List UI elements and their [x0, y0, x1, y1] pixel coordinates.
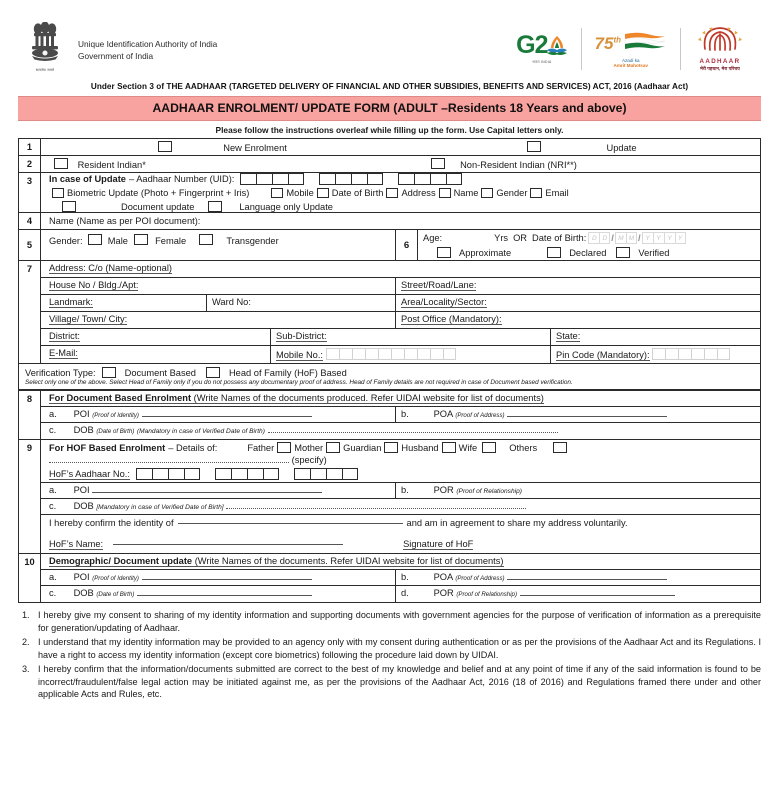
label-verification-type: Verification Type:	[25, 367, 96, 378]
address-co-field[interactable]	[41, 261, 760, 278]
documents-sections-table	[18, 390, 761, 603]
label-email-field: E-Mail:	[49, 348, 78, 358]
field-s8-poa[interactable]	[396, 407, 760, 422]
label-s10-dob: DOB	[73, 588, 94, 598]
checkbox-resident-indian[interactable]	[54, 158, 68, 169]
label-mobile: Mobile	[286, 188, 314, 198]
checkbox-rel-guardian[interactable]	[384, 442, 398, 453]
aadhaar-logo	[681, 26, 759, 72]
section-9-poi-por	[41, 483, 760, 499]
declaration-text: I hereby give my consent to sharing of my identity information and supporting documents with government agencies for the purpose of verification of information as a prerequisite for generation/updating of Aadhaar.	[38, 610, 761, 633]
label-doc-based-enrolment: For Document Based Enrolment	[49, 393, 192, 403]
form-instruction-line: Please follow the instructions overleaf while filling up the form. Use Capital letters only.	[215, 125, 564, 135]
field-area-locality[interactable]	[396, 295, 760, 311]
label-s9-por: POR	[433, 485, 454, 495]
checkbox-email[interactable]	[530, 188, 542, 198]
label-name-as-per-poi: Name (Name as per POI document):	[49, 216, 201, 226]
checkbox-nri[interactable]	[431, 158, 445, 169]
row-number-8: 8	[19, 391, 41, 440]
field-s9-dob[interactable]	[41, 499, 760, 515]
label-gender-field: Gender:	[49, 236, 83, 246]
header-logos	[503, 22, 761, 72]
field-mobile-no[interactable]	[271, 346, 551, 363]
label-hof-details-of: – Details of:	[168, 442, 218, 453]
section-8-title	[41, 391, 760, 407]
field-s9-poi[interactable]	[41, 483, 396, 498]
form-title-banner: AADHAAR ENROLMENT/ UPDATE FORM (ADULT –Residents 18 Years and above)	[18, 96, 761, 121]
field-post-office[interactable]	[396, 312, 760, 328]
label-male: Male	[107, 236, 128, 246]
checkbox-biometric-update[interactable]	[52, 188, 64, 198]
gender-block	[41, 230, 396, 260]
checkbox-document-based[interactable]	[102, 367, 116, 378]
section-10-poi-poa	[41, 570, 760, 586]
field-ward-no[interactable]	[207, 295, 396, 311]
field-s8-dob[interactable]	[41, 423, 760, 439]
label-state: State:	[556, 331, 581, 341]
label-rel-others: Others	[509, 442, 538, 453]
section-9-content	[41, 440, 761, 554]
declaration-item	[18, 636, 761, 662]
label-or: OR	[513, 233, 528, 243]
table-row-5-6	[19, 230, 761, 261]
emblem-motto: सत्यमेव जयते	[35, 68, 55, 72]
label-district: District:	[49, 331, 80, 341]
verification-type-block	[18, 364, 761, 390]
table-row-7	[19, 261, 761, 364]
tricolour-flag-icon	[623, 30, 667, 57]
aadhaar-fingerprint-icon	[694, 26, 746, 57]
g20-logo	[503, 33, 580, 65]
org-line-2: Government of India	[78, 51, 154, 62]
section-8-poi-poa	[41, 407, 760, 423]
note-s10-por: (Proof of Relationship)	[456, 591, 517, 598]
label-declared: Declared	[569, 247, 607, 258]
checkbox-hof-based[interactable]	[206, 367, 220, 378]
note-s9-por: (Proof of Relationship)	[456, 488, 522, 495]
label-yrs: Yrs	[494, 233, 509, 243]
label-demographic-update-note: (Write Names of the documents. Refer UIDAI website for list of documents)	[194, 556, 504, 566]
checkbox-transgender[interactable]	[199, 234, 213, 245]
checkbox-language-only-update[interactable]	[208, 201, 222, 212]
hof-signature-line	[41, 531, 760, 553]
section-8-row	[19, 391, 761, 440]
checkbox-female[interactable]	[134, 234, 148, 245]
row-number-3: 3	[19, 173, 41, 213]
key-s9-b: b.	[401, 485, 409, 495]
label-ward-no: Ward No:	[212, 297, 251, 307]
label-confirm-identity-pre: I hereby confirm the identity of	[49, 518, 174, 528]
label-hof-name: HoF’s Name:	[49, 539, 104, 549]
label-post-office: Post Office (Mandatory):	[401, 314, 502, 324]
aadhaar-tagline: मेरी पहचान, मेरा परिचय	[700, 66, 740, 71]
label-rel-mother: Mother	[294, 442, 324, 453]
field-pin-code[interactable]	[551, 346, 760, 363]
dob-input-group[interactable]: D D / M M / Y Y Y Y	[588, 232, 685, 244]
key-s8-c: c.	[49, 425, 57, 435]
checkbox-male[interactable]	[88, 234, 102, 245]
field-s9-por[interactable]	[396, 483, 760, 498]
section-10-row	[19, 554, 761, 603]
note-s8-dob: (Date of Birth)	[96, 428, 135, 435]
label-sub-district: Sub-District:	[276, 331, 327, 341]
uid-entry-line	[49, 173, 760, 185]
table-row-3	[19, 173, 761, 213]
checkbox-verified[interactable]	[616, 247, 630, 258]
gender-age-content	[41, 230, 761, 261]
label-nri: Non-Resident Indian (NRI**)	[460, 160, 577, 170]
label-s9-poi: POI	[73, 485, 90, 495]
hof-aadhaar-line	[41, 467, 760, 483]
checkbox-rel-others[interactable]	[553, 442, 567, 453]
label-email: Email	[545, 188, 569, 198]
field-s8-poi[interactable]	[41, 407, 396, 422]
label-update: Update	[606, 143, 637, 153]
label-verified: Verified	[638, 247, 670, 258]
row-number-1: 1	[19, 139, 41, 156]
label-rel-husband: Husband	[401, 442, 439, 453]
section-9-specify-line	[41, 455, 760, 467]
label-pin-code: Pin Code (Mandatory):	[556, 350, 650, 360]
label-confirm-identity-post: and am in agreement to share my address voluntarily.	[406, 518, 628, 528]
address-line-house-street	[41, 278, 760, 295]
field-sub-district[interactable]	[271, 329, 551, 345]
label-address: Address	[401, 188, 436, 198]
declaration-item	[18, 663, 761, 702]
label-resident-indian: Resident Indian*	[77, 160, 146, 170]
specify-input-line[interactable]	[49, 462, 289, 463]
label-new-enrolment: New Enrolment	[223, 143, 287, 153]
field-s10-poi[interactable]	[41, 570, 396, 585]
field-street[interactable]	[396, 278, 760, 294]
label-rel-guardian: Guardian	[343, 442, 382, 453]
note-s10-poi: (Proof of Identity)	[92, 575, 139, 582]
label-date-of-birth-field: Date of Birth:	[532, 233, 587, 243]
field-landmark[interactable]	[41, 295, 207, 311]
document-language-update-line	[49, 201, 760, 212]
label-s10-poi: POI	[73, 572, 90, 582]
hof-name-input[interactable]	[113, 544, 343, 545]
address-line-landmark-ward-area	[41, 295, 760, 312]
checkbox-new-enrolment[interactable]	[158, 141, 172, 152]
note-s8-poa: (Proof of Address)	[455, 412, 505, 419]
label-language-only-update: Language only Update	[239, 201, 333, 212]
organisation-names	[78, 22, 217, 62]
checkbox-name[interactable]	[439, 188, 451, 198]
label-age: Age:	[423, 233, 443, 243]
declaration-text: I hereby confirm that the information/documents submitted are correct to the best of my knowledge and belief and at any point of time if any of the said information is found to be incorrect/fraudulent/false legal action may be initiated against me, as per the provisions of the Aadhaar Act, 2016 (18 of 2016) and Regulations framed there under and other applicable Acts and Rules, etc.	[38, 663, 761, 700]
section-9-title-line	[41, 440, 760, 455]
confirm-identity-input[interactable]	[178, 523, 403, 524]
key-s10-b: b.	[401, 572, 409, 582]
declaration-number: 1.	[22, 610, 30, 620]
key-s10-a: a.	[49, 572, 57, 582]
address-block	[41, 261, 761, 364]
label-rel-father: Father	[247, 442, 275, 453]
declarations-list	[18, 609, 761, 701]
key-s10-c: c.	[49, 588, 57, 598]
field-email[interactable]	[41, 346, 271, 363]
enrolment-form-table	[18, 138, 761, 364]
field-house-no[interactable]	[41, 278, 396, 294]
label-s9-dob: DOB	[73, 501, 94, 511]
g20-lotus-icon	[546, 34, 568, 58]
table-row-1	[19, 139, 761, 156]
declaration-number: 3.	[22, 663, 30, 674]
note-s10-dob: (Date of Birth)	[96, 591, 135, 598]
state-emblem-icon	[22, 22, 68, 72]
g20-subtitle: भारत INDIA	[532, 60, 552, 64]
azadi-ka-amrit-mahotsav-logo	[582, 30, 680, 68]
section-9-row	[19, 440, 761, 554]
table-row-4	[19, 213, 761, 230]
label-name: Name	[453, 188, 479, 198]
label-demographic-update: Demographic/ Document update	[49, 556, 193, 566]
checkbox-approximate[interactable]	[437, 247, 451, 258]
section-10-title	[41, 554, 760, 570]
field-s10-poa[interactable]	[396, 570, 760, 585]
azadi-subtitle: Azadi ka Amrit Mahotsav	[613, 58, 648, 68]
hof-uid-group-3[interactable]	[294, 468, 358, 480]
verification-note: Select only one of the above. Select Head of Family only if you do not possess any documentary proof of address. Head of Family details are not required in case of Document based verification.	[25, 379, 573, 386]
checkbox-rel-husband[interactable]	[442, 442, 456, 453]
label-in-case-of-update: In case of Update	[49, 174, 126, 184]
label-signature-of-hof: Signature of HoF	[403, 539, 474, 549]
label-doc-based-enrolment-note: (Write Names of the documents produced. Refer UIDAI website for list of documents)	[193, 393, 544, 403]
label-document-update: Document update	[121, 201, 195, 212]
field-district[interactable]	[41, 329, 271, 345]
mobile-input-boxes[interactable]	[326, 348, 456, 360]
key-s8-b: b.	[401, 409, 409, 419]
row-number-7: 7	[19, 261, 41, 364]
checkbox-update[interactable]	[527, 141, 541, 152]
age-type-line	[423, 247, 755, 258]
address-line-district-subdistrict-state	[41, 329, 760, 346]
label-approximate: Approximate	[459, 247, 512, 258]
act-reference-line: Under Section 3 of THE AADHAAR (TARGETED DELIVERY OF FINANCIAL AND OTHER SUBSIDIES, BENEFITS AND SERVICES) ACT, 2016 (Aadhaar Act)	[90, 82, 689, 91]
label-female: Female	[155, 236, 187, 246]
name-field-row[interactable]	[41, 213, 761, 230]
verification-type-line	[25, 367, 754, 378]
row-number-6: 6	[396, 230, 418, 260]
note-s8-poi: (Proof of Identity)	[92, 412, 139, 419]
checkbox-date-of-birth[interactable]	[317, 188, 329, 198]
row-number-9: 9	[19, 440, 41, 554]
label-hof-based-enrolment: For HOF Based Enrolment	[49, 442, 166, 453]
label-document-based: Document Based	[124, 367, 196, 378]
section-10-content	[41, 554, 761, 603]
checkbox-rel-father[interactable]	[277, 442, 291, 453]
checkbox-rel-wife[interactable]	[482, 442, 496, 453]
note2-s8-dob: (Mandatory in case of Verified Date of Birth)	[136, 428, 265, 435]
section-10-dob-por	[41, 586, 760, 602]
org-line-1: Unique Identification Authority of India	[78, 39, 218, 49]
note-s9-dob: [Mandatory in case of Verified Date of Birth]	[96, 504, 224, 511]
key-s10-d: d.	[401, 588, 409, 598]
label-area-locality: Area/Locality/Sector:	[401, 297, 487, 307]
row-number-5: 5	[19, 230, 41, 261]
checkbox-document-update[interactable]	[62, 201, 76, 212]
label-gender: Gender	[496, 188, 528, 198]
label-s8-poa: POA	[433, 409, 453, 419]
label-house-no: House No / Bldg./Apt:	[49, 280, 139, 290]
pincode-input-boxes[interactable]	[652, 348, 730, 360]
label-transgender: Transgender	[226, 236, 279, 246]
declaration-number: 2.	[22, 636, 30, 647]
aadhaar-wordmark: AADHAAR	[699, 58, 741, 65]
label-biometric-update: Biometric Update (Photo + Fingerprint + Iris)	[67, 188, 250, 198]
hof-confirmation-line	[41, 515, 760, 531]
uid-input-group-2[interactable]	[319, 173, 383, 185]
label-s10-poa: POA	[433, 572, 453, 582]
declaration-item	[18, 609, 761, 635]
checkbox-gender[interactable]	[481, 188, 493, 198]
row-number-4: 4	[19, 213, 41, 230]
row-number-2: 2	[19, 156, 41, 173]
label-s8-dob: DOB	[73, 425, 94, 435]
checkbox-declared[interactable]	[547, 247, 561, 258]
label-s8-poi: POI	[73, 409, 90, 419]
page-header	[18, 0, 761, 80]
checkbox-mobile[interactable]	[271, 188, 283, 198]
label-aadhaar-number: – Aadhaar Number (UID):	[128, 174, 235, 184]
hof-uid-group-1[interactable]	[136, 468, 200, 480]
address-line-email-mobile-pin	[41, 346, 760, 363]
label-village-town-city: Village/ Town/ City:	[49, 314, 128, 324]
label-landmark: Landmark:	[49, 297, 93, 307]
field-village-town-city[interactable]	[41, 312, 396, 328]
row1-content	[41, 139, 761, 156]
row3-content	[41, 173, 761, 213]
label-hof-based: Head of Family (HoF) Based	[228, 367, 347, 378]
label-address-co: Address: C/o (Name-optional)	[49, 263, 172, 273]
section-8-content	[41, 391, 761, 440]
hof-uid-group-2[interactable]	[215, 468, 279, 480]
table-row-2	[19, 156, 761, 173]
azadi-number: 75th	[594, 34, 621, 53]
label-s10-por: POR	[433, 588, 454, 598]
key-s9-a: a.	[49, 485, 57, 495]
age-dob-block	[418, 230, 760, 260]
label-mobile-no: Mobile No.:	[276, 350, 324, 360]
checkbox-address[interactable]	[386, 188, 398, 198]
age-line	[423, 232, 755, 244]
label-hof-aadhaar-no: HoF’s Aadhaar No.:	[49, 468, 130, 479]
label-date-of-birth: Date of Birth	[331, 188, 384, 198]
declaration-text: I understand that my identity information may be provided to an agency only with my consent during authentication or as per the provisions of the Aadhaar Act and its Regulations. I have a right to access my identity information (except core biometrics) following the procedure laid down by UIDAI.	[38, 636, 761, 660]
uid-input-group-1[interactable]	[240, 173, 304, 185]
label-street: Street/Road/Lane:	[401, 280, 477, 290]
field-state[interactable]	[551, 329, 760, 345]
uid-input-group-3[interactable]	[398, 173, 462, 185]
label-specify: (specify)	[291, 455, 327, 465]
key-s9-c: c.	[49, 501, 57, 511]
g20-text: G2	[516, 31, 548, 59]
field-s10-por[interactable]	[396, 586, 760, 602]
checkbox-rel-mother[interactable]	[326, 442, 340, 453]
address-line-village-po	[41, 312, 760, 329]
field-s10-dob[interactable]	[41, 586, 396, 602]
row-number-10: 10	[19, 554, 41, 603]
note-s10-poa: (Proof of Address)	[455, 575, 505, 582]
label-rel-wife: Wife	[458, 442, 478, 453]
update-type-line	[49, 188, 760, 198]
row2-content	[41, 156, 761, 173]
key-s8-a: a.	[49, 409, 57, 419]
